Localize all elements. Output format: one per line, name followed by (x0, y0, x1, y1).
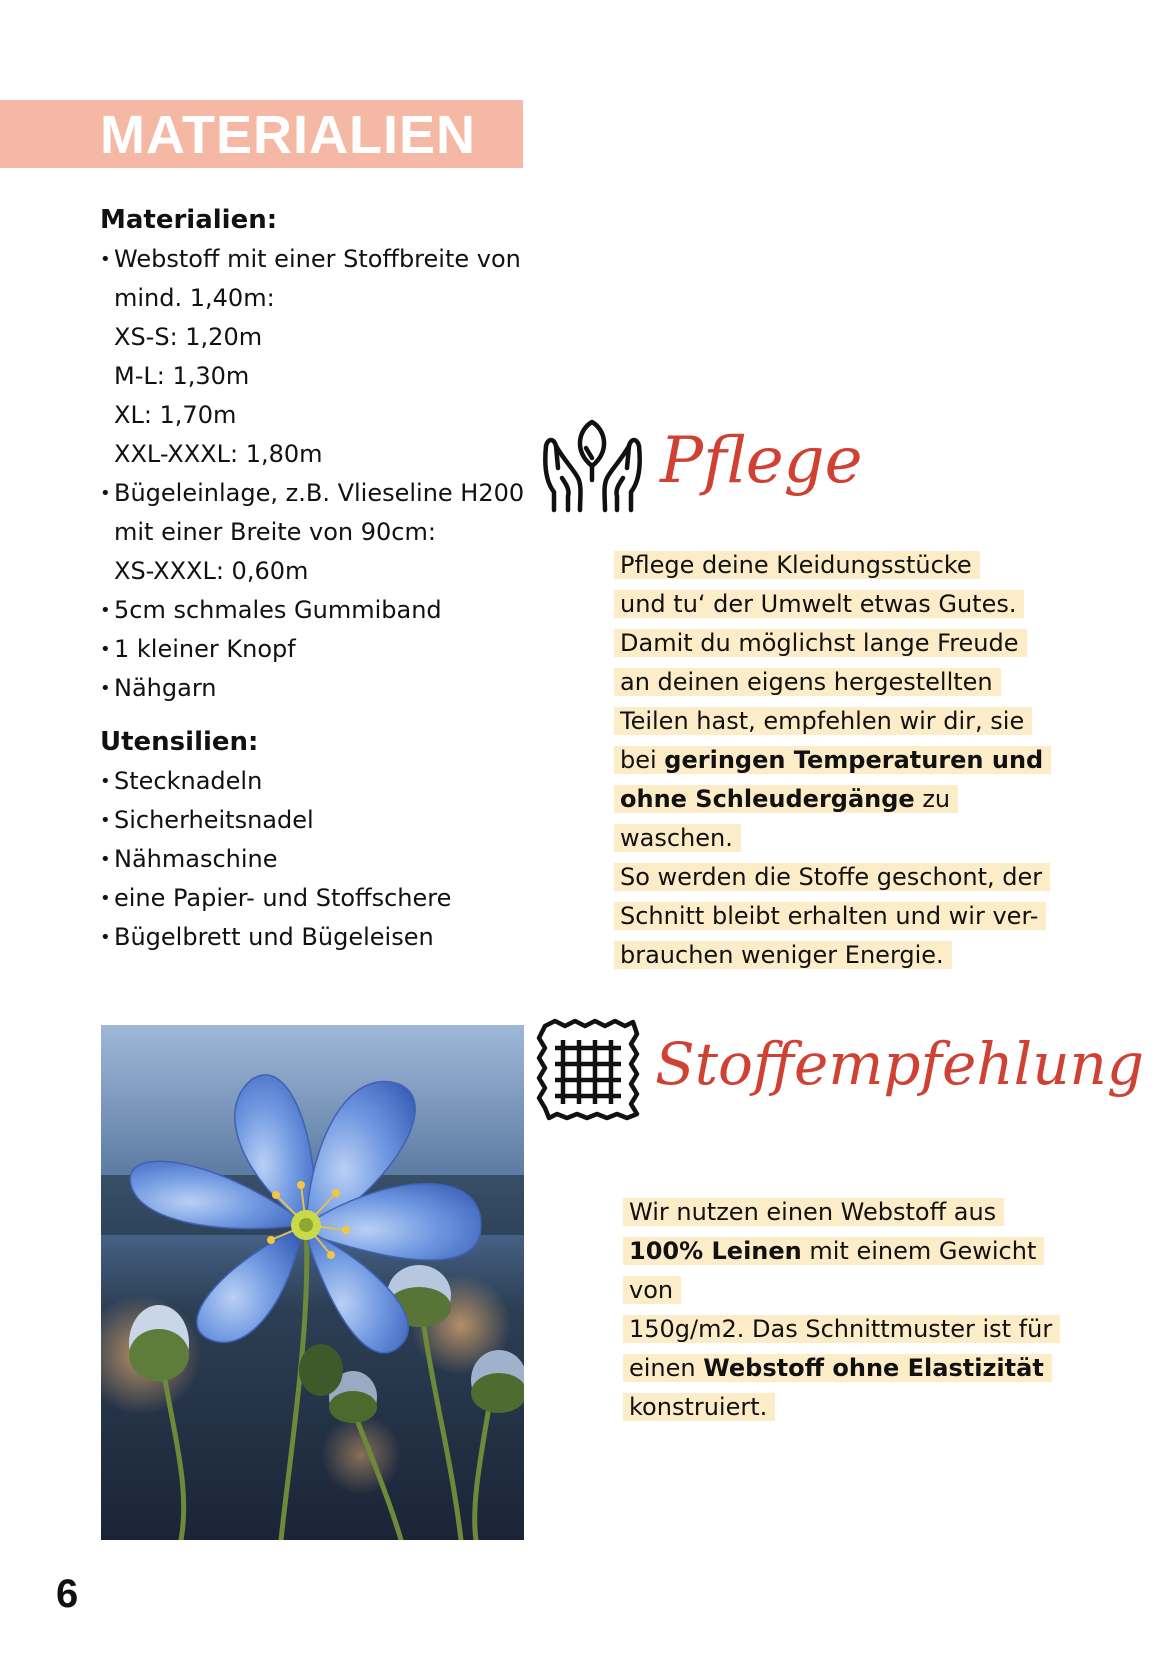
text-run: bei (620, 746, 665, 774)
fabric-text (623, 1193, 1063, 1427)
text-line: Damit du möglichst lange Freude (614, 629, 1027, 657)
blue-flower-photo (101, 1025, 524, 1540)
list-item (100, 240, 530, 474)
fabric-weave-icon (533, 1018, 643, 1124)
text-line (614, 746, 1051, 774)
page-number: 6 (56, 1572, 79, 1616)
flower-illustration (101, 1025, 524, 1540)
tools-heading: Utensilien: (100, 727, 259, 757)
care-title: Pflege (660, 424, 863, 498)
text-line (614, 785, 958, 852)
size-line: XS-S: 1,20m (114, 323, 263, 351)
list-item (100, 474, 530, 591)
emphasis-text: Webstoff ohne Elastizität (703, 1354, 1044, 1382)
text-line: Pflege deine Kleidungsstücke (614, 551, 980, 579)
list-item: • 1 kleiner Knopf (100, 630, 530, 669)
list-item: • Bügelbrett und Bügeleisen (100, 918, 530, 957)
materials-heading: Materialien: (100, 205, 278, 235)
list-item: • 5cm schmales Gummiband (100, 591, 530, 630)
text-line: an deinen eigens hergestellten (614, 668, 1001, 696)
emphasis-text: 100% Leinen (629, 1237, 802, 1265)
text-line: Teilen hast, empfehlen wir dir, sie (614, 707, 1032, 735)
list-item: • Nähgarn (100, 669, 530, 708)
text-line: brauchen weniger Energie. (614, 941, 952, 969)
text-line (623, 1237, 1044, 1304)
size-line: XS-XXXL: 0,60m (114, 557, 309, 585)
text-run: zu waschen. (620, 785, 951, 852)
text-run: mit einem Gewicht von (629, 1237, 1037, 1304)
text-run: einen (629, 1354, 704, 1382)
text-line: Schnitt bleibt erhalten und wir ver- (614, 902, 1046, 930)
text-line: Wir nutzen einen Webstoff aus (623, 1198, 1004, 1226)
list-item: • Stecknadeln (100, 762, 530, 801)
text-line: So werden die Stoffe geschont, der (614, 863, 1050, 891)
list-item: • Nähmaschine (100, 840, 530, 879)
hands-leaf-icon (540, 418, 645, 518)
tools-list (100, 762, 530, 957)
page-title: MATERIALIEN (100, 105, 476, 165)
care-text (614, 546, 1054, 975)
text-line: konstruiert. (623, 1393, 775, 1421)
list-item: • Sicherheitsnadel (100, 801, 530, 840)
size-line: XXL-XXXL: 1,80m (114, 440, 323, 468)
list-item-text: mit einer Breite von 90cm: (114, 518, 436, 546)
emphasis-text: ohne Schleudergänge (620, 785, 915, 813)
materials-list (100, 240, 530, 708)
text-line: 150g/m2. Das Schnittmuster ist für (623, 1315, 1060, 1343)
text-line: und tu‘ der Umwelt etwas Gutes. (614, 590, 1024, 618)
emphasis-text: geringen Temperaturen und (664, 746, 1044, 774)
list-item-text: Bügeleinlage, z.B. Vlieseline H200 (114, 479, 525, 507)
list-item-text: mind. 1,40m: (114, 284, 275, 312)
list-item: • eine Papier- und Stoffschere (100, 879, 530, 918)
size-line: M-L: 1,30m (114, 362, 250, 390)
fabric-title: Stoffempfehlung (655, 1030, 1145, 1098)
size-line: XL: 1,70m (114, 401, 237, 429)
list-item-text: Webstoff mit einer Stoffbreite von (114, 245, 521, 273)
materials-column (100, 200, 530, 957)
text-line (623, 1354, 1052, 1382)
